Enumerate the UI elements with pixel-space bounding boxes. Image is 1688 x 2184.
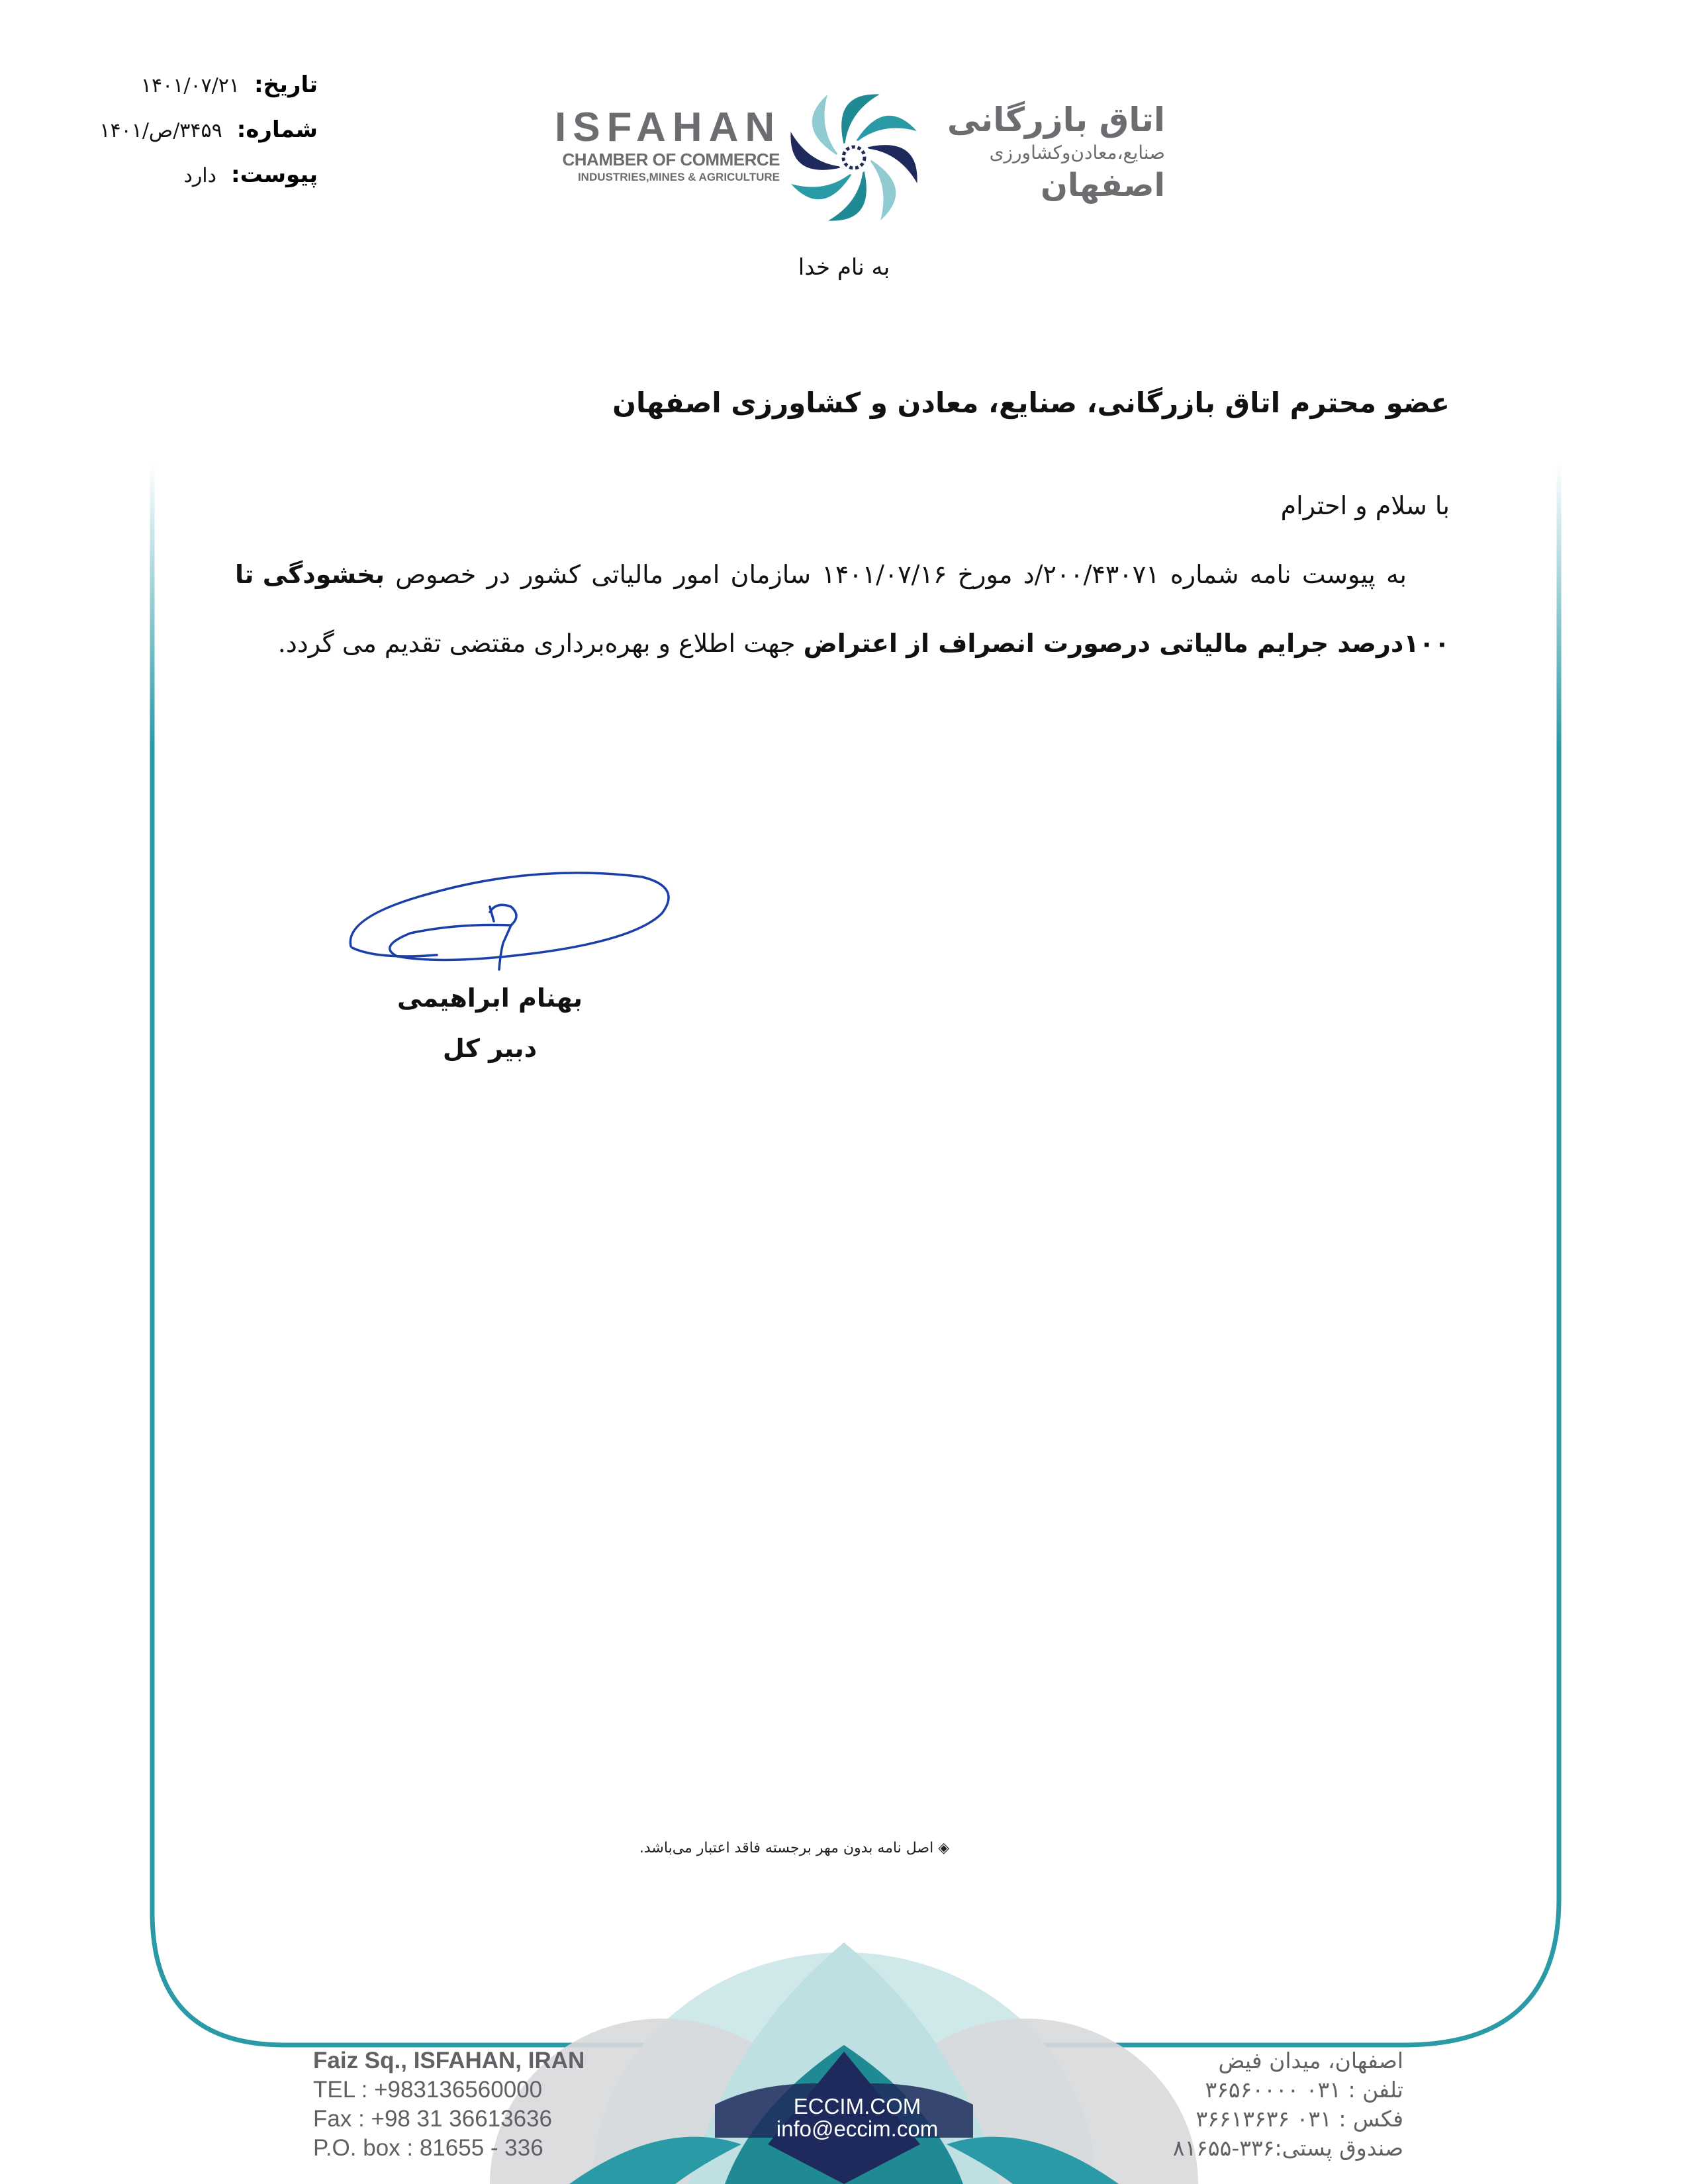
attachment-row [99, 161, 318, 206]
attachment-label: پیوست: [231, 161, 318, 188]
chamber-logo-icon [781, 85, 927, 230]
logo-persian-text [927, 99, 1165, 205]
logo-fa-city: اصفهان [1040, 167, 1165, 204]
footer-en-po: P.O. box : 81655 - 336 [313, 2135, 543, 2161]
footer-website[interactable]: ECCIM.COM [793, 2094, 921, 2118]
footer-en-tel: TEL : +983136560000 [313, 2077, 543, 2103]
footer-flower-emblem [490, 1942, 1198, 2184]
letter-body [235, 471, 1450, 678]
logo-fa-subtitle: صنایع،معادن‌وکشاورزی [989, 142, 1165, 163]
signer-title: دبیر کل [442, 1034, 538, 1063]
footer-persian-contact [1119, 2046, 1403, 2163]
greeting: با سلام و احترام [1280, 491, 1450, 520]
number-label: شماره: [236, 116, 318, 143]
body-paragraph [235, 540, 1450, 678]
body-part-2: جهت اطلاع و بهره‌برداری مقتضی تقدیم می گردد. [277, 629, 804, 658]
letter-meta [99, 71, 318, 206]
body-part-1: به پیوست نامه شماره ۲۰۰/۴۳۰۷۱/د مورخ ۱۴۰۱/۰۷/۱۶ سازمان امور مالیاتی کشور در خصوص [384, 560, 1407, 589]
footer-fa-address: اصفهان، میدان فیض [1218, 2048, 1403, 2073]
date-value: ۱۴۰۱/۰۷/۲۱ [140, 74, 240, 97]
body-bold-subject: بخشودگی تا ۱۰۰درصد جرایم مالیاتی درصورت انصراف از اعتراض [235, 560, 1450, 658]
footer-fa-tel: تلفن : ۰۳۱ ۳۶۵۶۰۰۰۰ [1205, 2077, 1403, 2103]
footer-fa-po: صندوق پستی:۳۳۶-۸۱۶۵۵ [1172, 2135, 1403, 2161]
logo-english-text [555, 106, 780, 185]
footer-email[interactable]: info@eccim.com [776, 2116, 939, 2141]
date-label: تاریخ: [254, 71, 318, 98]
logo-fa-title: اتاق بازرگانی [947, 101, 1165, 139]
footer-fa-fax: فکس : ۰۳۱ ۳۶۶۱۳۶۳۶ [1196, 2106, 1403, 2132]
signer-block [371, 973, 609, 1073]
addressee: عضو محترم اتاق بازرگانی، صنایع، معادن و کشاورزی اصفهان [612, 387, 1450, 419]
handwritten-signature [338, 847, 682, 979]
bismillah: به نام خدا [798, 254, 890, 281]
logo-subtitle: CHAMBER OF COMMERCE [562, 150, 780, 169]
attachment-value: دارد [183, 164, 216, 187]
validity-note-text: اصل نامه بدون مهر برجسته فاقد اعتبار می‌باشد. [639, 1840, 934, 1856]
footer-en-address: Faiz Sq., ISFAHAN, IRAN [313, 2048, 585, 2073]
logo-tagline: INDUSTRIES,MINES & AGRICULTURE [577, 171, 780, 183]
footer-english-contact [313, 2046, 591, 2163]
logo-title: ISFAHAN [555, 105, 782, 150]
footer-en-fax: Fax : +98 31 36613636 [313, 2106, 552, 2132]
validity-note [596, 1840, 993, 1856]
signer-name: بهنام ابراهیمی [397, 983, 583, 1013]
date-row [99, 71, 318, 116]
number-row [99, 116, 318, 161]
number-value: ۳۴۵۹/ص/۱۴۰۱ [99, 119, 222, 142]
diamond-icon: ◈ [938, 1840, 950, 1856]
footer-web-contact [745, 2095, 970, 2140]
